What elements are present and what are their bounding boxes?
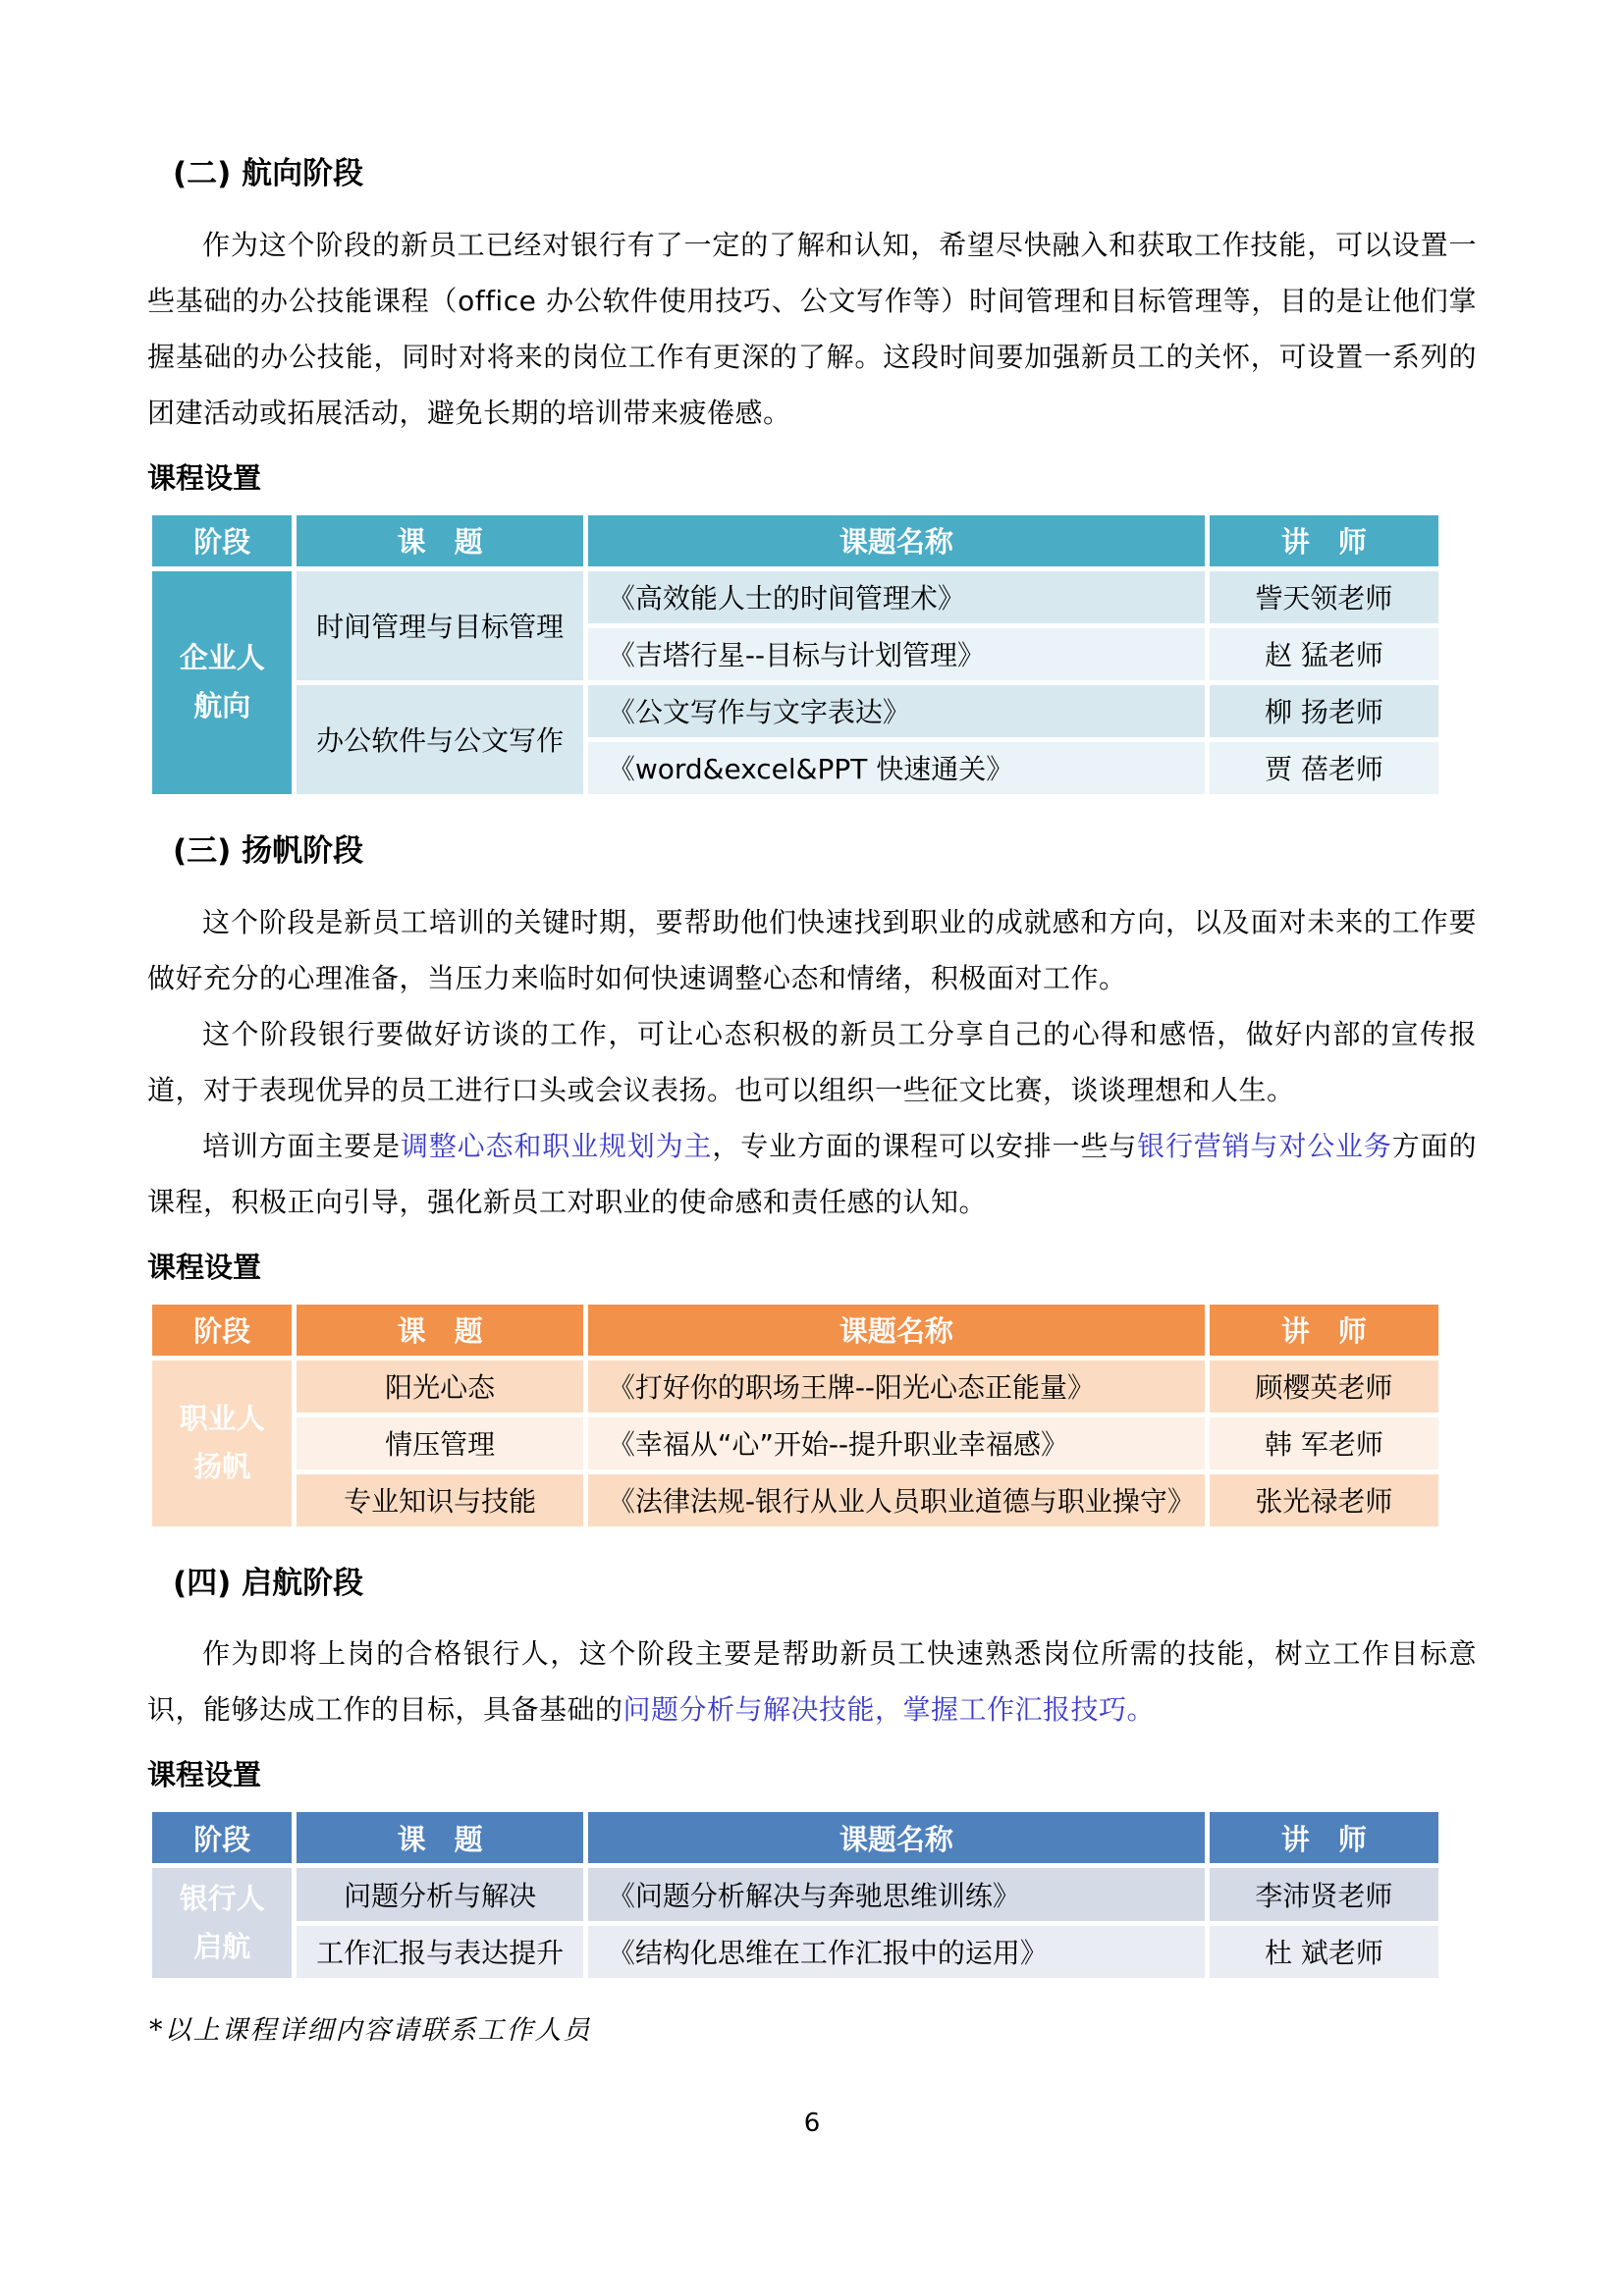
col-header-topic: 课 题	[297, 515, 582, 566]
col-header-stage: 阶段	[152, 1305, 292, 1356]
course-table-yangfan	[147, 1300, 1443, 1531]
stage-cell	[152, 1868, 292, 1978]
lecturer-cell: 訾天领老师	[1210, 571, 1438, 623]
table-header-row	[152, 1305, 1438, 1356]
paragraph	[147, 1626, 1477, 1737]
section-hangxiang	[147, 155, 1477, 799]
paragraph	[147, 217, 1477, 441]
emphasis-text: 问题分析与解决技能，掌握工作汇报技巧。	[623, 1693, 1156, 1727]
topic-cell: 时间管理与目标管理	[297, 571, 582, 680]
stage-line: 企业人	[179, 641, 265, 675]
col-header-lecturer: 讲 师	[1210, 515, 1438, 566]
stage-line: 航向	[193, 688, 251, 722]
course-cell: 《法律法规-银行从业人员职业道德与职业操守》	[588, 1474, 1205, 1526]
topic-cell: 阳光心态	[297, 1361, 582, 1413]
course-setup-heading: 课程设置	[147, 460, 262, 495]
paragraph	[147, 894, 1477, 1006]
paragraph-text: 这个阶段是新员工培训的关键时期，要帮助他们快速找到职业的成就感和方向，以及面对未来的工作要做好充分的心理准备，当压力来临时如何快速调整心态和情绪，积极面对工作。	[147, 905, 1477, 994]
paragraph	[147, 1118, 1477, 1230]
stage-line: 职业人	[179, 1402, 265, 1436]
paragraph-text: 方面的课程，积极正向引导，强化新员工对职业的使命感和责任感的认知。	[147, 1129, 1477, 1218]
stage-cell	[152, 571, 292, 794]
emphasis-text: 调整心态和职业规划为主	[400, 1129, 713, 1162]
section-heading-yangfan: (三) 扬帆阶段	[173, 832, 364, 869]
col-header-course: 课题名称	[588, 1812, 1205, 1863]
table-row	[152, 571, 1438, 623]
course-cell: 《问题分析解决与奔驰思维训练》	[588, 1868, 1205, 1920]
topic-cell: 情压管理	[297, 1417, 582, 1469]
lecturer-cell: 韩 军老师	[1210, 1417, 1438, 1469]
section-heading-hangxiang: (二) 航向阶段	[173, 156, 364, 191]
footnote: *以上课程详细内容请联系工作人员	[149, 2014, 592, 2046]
paragraph-text: 作为即将上岗的合格银行人，这个阶段主要是帮助新员工快速熟悉岗位所需的技能，树立工作目标意识，能够达成工作的目标，具备基础的	[147, 1637, 1477, 1727]
table-row	[152, 1926, 1438, 1978]
col-header-stage: 阶段	[152, 515, 292, 566]
course-cell: 《吉塔行星--目标与计划管理》	[588, 628, 1205, 680]
col-header-course: 课题名称	[588, 515, 1205, 566]
lecturer-cell: 柳 扬老师	[1210, 685, 1438, 737]
course-cell: 《高效能人士的时间管理术》	[588, 571, 1205, 623]
section-yangfan	[147, 832, 1477, 1531]
paragraph-text: 作为这个阶段的新员工已经对银行有了一定的了解和认知，希望尽快融入和获取工作技能，可以设置一些基础的办公技能课程（office 办公软件使用技巧、公文写作等）时间管理和目标管理等，目的是让他们掌握基础的办公技能，同时对将来的岗位工作有更深的了解。这段时间要加强新员工的关怀，可设置一系列的团建活动或拓展活动，避免长期的培训带来疲倦感。	[147, 228, 1477, 429]
col-header-topic: 课 题	[297, 1812, 582, 1863]
course-table-qihang	[147, 1807, 1443, 1983]
col-header-stage: 阶段	[152, 1812, 292, 1863]
topic-cell: 办公软件与公文写作	[297, 685, 582, 794]
course-cell: 《结构化思维在工作汇报中的运用》	[588, 1926, 1205, 1978]
table-row	[152, 1361, 1438, 1413]
table-row	[152, 1417, 1438, 1469]
lecturer-cell: 张光禄老师	[1210, 1474, 1438, 1526]
course-setup-heading: 课程设置	[147, 1758, 262, 1792]
stage-line: 扬帆	[193, 1449, 251, 1483]
lecturer-cell: 杜 斌老师	[1210, 1926, 1438, 1978]
paragraph-text: 这个阶段银行要做好访谈的工作，可让心态积极的新员工分享自己的心得和感悟，做好内部的宣传报道，对于表现优异的员工进行口头或会议表扬。也可以组织一些征文比赛，谈谈理想和人生。	[147, 1017, 1477, 1106]
course-cell: 《word&excel&PPT 快速通关》	[588, 742, 1205, 794]
page-number: 6	[803, 2109, 821, 2138]
stage-cell	[152, 1361, 292, 1526]
lecturer-cell: 赵 猛老师	[1210, 628, 1438, 680]
topic-cell: 工作汇报与表达提升	[297, 1926, 582, 1978]
lecturer-cell: 李沛贤老师	[1210, 1868, 1438, 1920]
stage-line: 银行人	[179, 1882, 265, 1916]
table-header-row	[152, 515, 1438, 566]
topic-cell: 问题分析与解决	[297, 1868, 582, 1920]
col-header-topic: 课 题	[297, 1305, 582, 1356]
col-header-course: 课题名称	[588, 1305, 1205, 1356]
section-qihang	[147, 1565, 1477, 1983]
col-header-lecturer: 讲 师	[1210, 1305, 1438, 1356]
lecturer-cell: 顾樱英老师	[1210, 1361, 1438, 1413]
course-cell: 《打好你的职场王牌--阳光心态正能量》	[588, 1361, 1205, 1413]
section-heading-qihang: (四) 启航阶段	[173, 1565, 364, 1601]
table-header-row	[152, 1812, 1438, 1863]
paragraph	[147, 1006, 1477, 1118]
paragraph-text: 培训方面主要是	[202, 1129, 401, 1162]
stage-line: 启航	[193, 1929, 251, 1963]
table-row	[152, 685, 1438, 737]
course-setup-heading: 课程设置	[147, 1250, 262, 1284]
paragraph-text: ，专业方面的课程可以安排一些与	[712, 1129, 1138, 1162]
course-table-hangxiang	[147, 510, 1443, 799]
table-row	[152, 1474, 1438, 1526]
topic-cell: 专业知识与技能	[297, 1474, 582, 1526]
table-row	[152, 1868, 1438, 1920]
course-cell: 《公文写作与文字表达》	[588, 685, 1205, 737]
course-cell: 《幸福从“心”开始--提升职业幸福感》	[588, 1417, 1205, 1469]
emphasis-text: 银行营销与对公业务	[1137, 1129, 1392, 1162]
col-header-lecturer: 讲 师	[1210, 1812, 1438, 1863]
lecturer-cell: 贾 蓓老师	[1210, 742, 1438, 794]
